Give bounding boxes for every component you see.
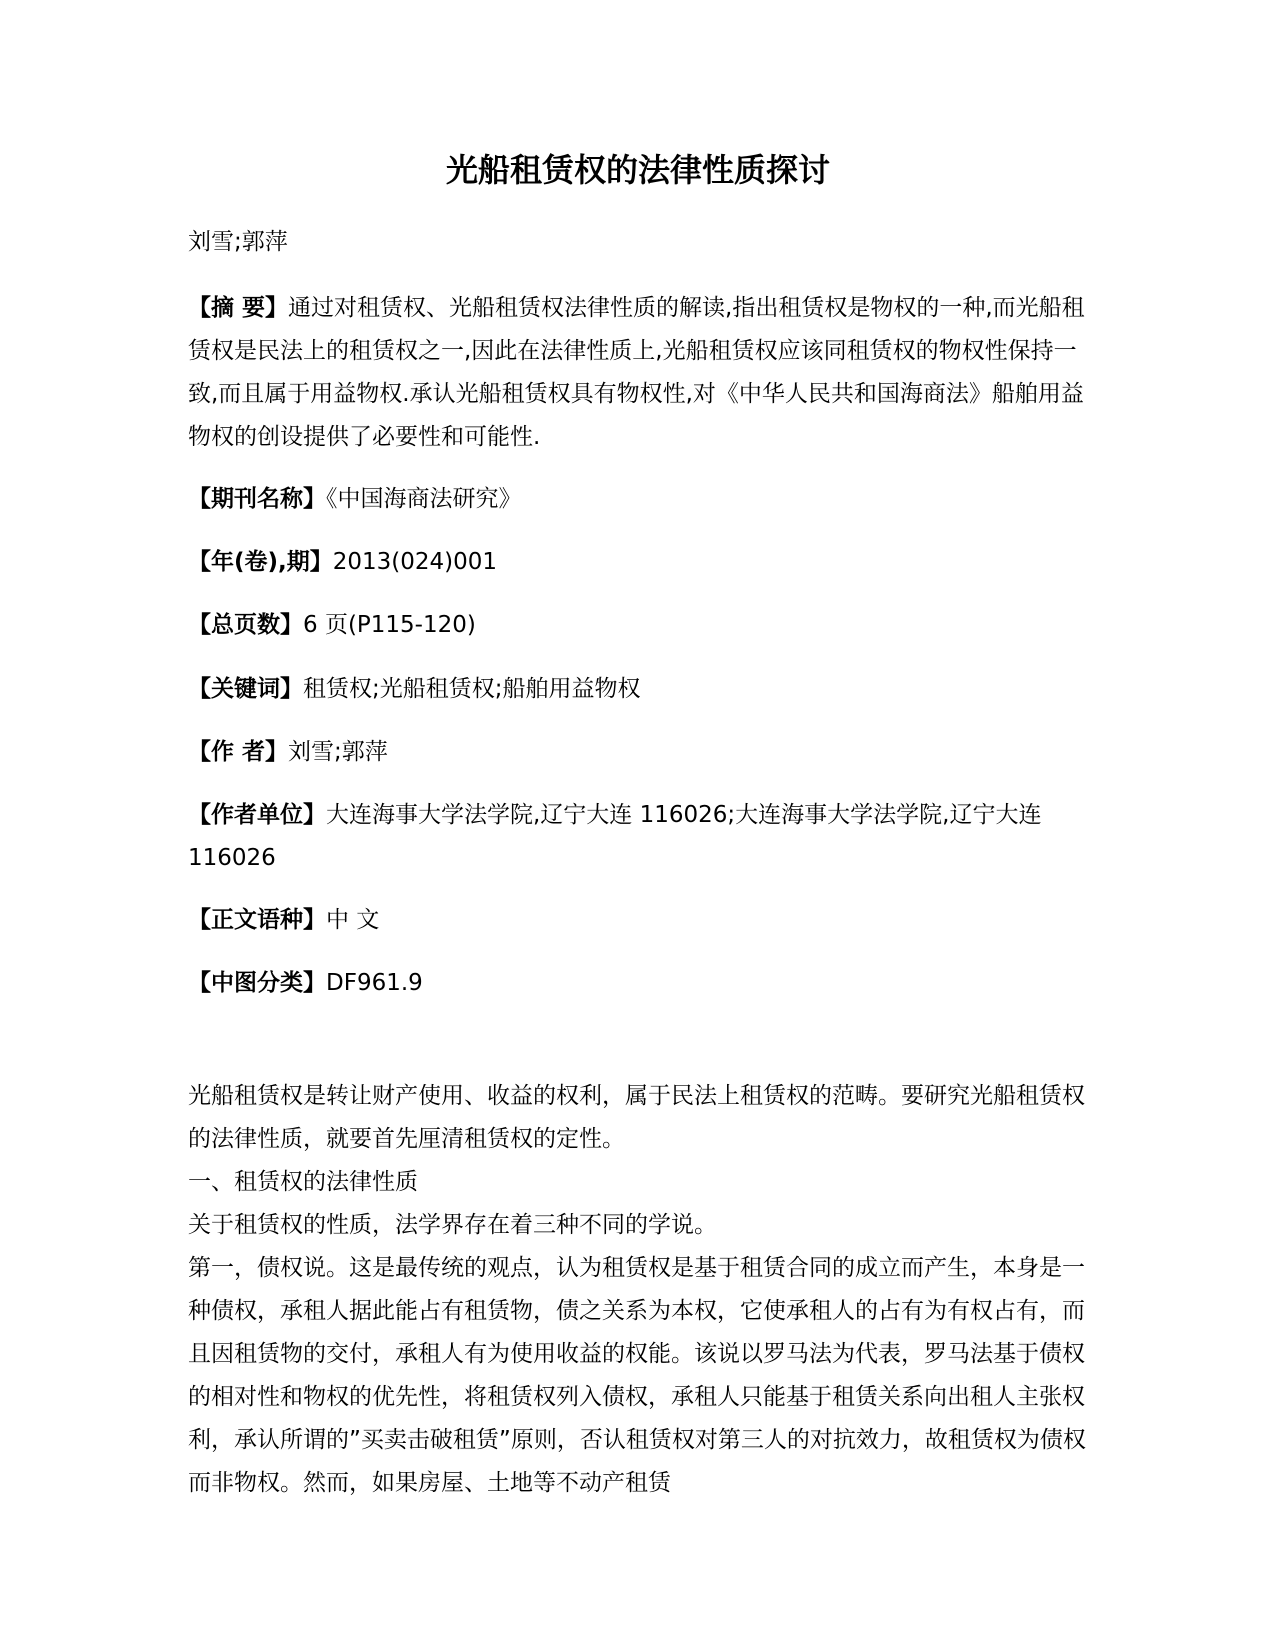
classification-value: DF961.9 [326, 970, 423, 996]
journal-value: 《中国海商法研究》 [326, 486, 522, 512]
issue-label: 【年(卷),期】 [188, 549, 333, 575]
language-label: 【正文语种】 [188, 907, 326, 933]
journal-field [188, 478, 1088, 521]
body-text [188, 1075, 1088, 1505]
author-units-field [188, 794, 1088, 880]
language-field [188, 899, 1088, 942]
issue-field [188, 541, 1088, 584]
pages-value: 6 页(P115-120) [303, 612, 476, 638]
author-field [188, 731, 1088, 774]
document-authors: 刘雪;郭萍 [188, 229, 288, 255]
abstract-section [188, 287, 1088, 459]
body-paragraph: 光船租赁权是转让财产使用、收益的权利，属于民法上租赁权的范畴。要研究光船租赁权的法律性质，就要首先厘清租赁权的定性。 [188, 1083, 1085, 1152]
author-label: 【作 者】 [188, 739, 289, 765]
classification-field [188, 962, 1088, 1005]
author-units-value: 大连海事大学法学院,辽宁大连 116026;大连海事大学法学院,辽宁大连 116026 [188, 802, 1042, 871]
keywords-value: 租赁权;光船租赁权;船舶用益物权 [303, 676, 641, 702]
author-units-label: 【作者单位】 [188, 802, 326, 828]
section-heading: 一、租赁权的法律性质 [188, 1169, 418, 1195]
author-value: 刘雪;郭萍 [288, 739, 388, 765]
keywords-field [188, 668, 1088, 711]
language-value: 中 文 [326, 907, 380, 933]
keywords-label: 【关键词】 [188, 676, 303, 702]
abstract-label: 【摘 要】 [188, 295, 289, 321]
pages-field [188, 604, 1088, 647]
pages-label: 【总页数】 [188, 612, 303, 638]
abstract-text: 通过对租赁权、光船租赁权法律性质的解读,指出租赁权是物权的一种,而光船租赁权是民法上的租赁权之一,因此在法律性质上,光船租赁权应该同租赁权的物权性保持一致,而且属于用益物权.承认光船租赁权具有物权性,对《中华人民共和国海商法》船舶用益物权的创设提供了必要性和可能性. [188, 295, 1085, 450]
body-paragraph: 第一，债权说。这是最传统的观点，认为租赁权是基于租赁合同的成立而产生，本身是一种债权，承租人据此能占有租赁物，债之关系为本权，它使承租人的占有为有权占有，而且因租赁物的交付，承租人有为使用收益的权能。该说以罗马法为代表，罗马法基于债权的相对性和物权的优先性，将租赁权列入债权，承租人只能基于租赁关系向出租人主张权利，承认所谓的”买卖击破租赁”原则，否认租赁权对第三人的对抗效力，故租赁权为债权而非物权。然而，如果房屋、土地等不动产租赁 [188, 1255, 1086, 1496]
body-paragraph: 关于租赁权的性质，法学界存在着三种不同的学说。 [188, 1212, 717, 1238]
journal-label: 【期刊名称】 [188, 486, 326, 512]
issue-value: 2013(024)001 [332, 549, 498, 575]
classification-label: 【中图分类】 [188, 970, 326, 996]
document-title: 光船租赁权的法律性质探讨 [445, 151, 830, 189]
